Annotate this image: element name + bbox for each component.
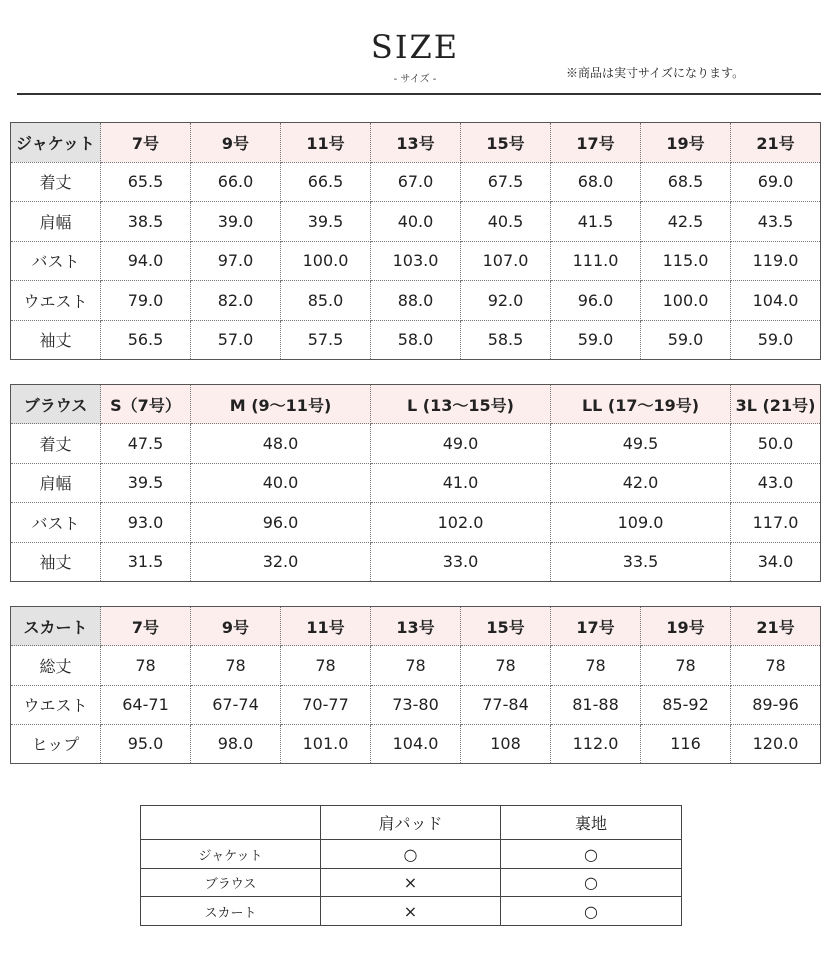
- table-row: [11, 281, 821, 321]
- column-header: L (13～15号): [371, 385, 551, 424]
- table-cell: 40.5: [461, 202, 551, 242]
- row-label: ウエスト: [11, 685, 101, 724]
- row-label: ウエスト: [11, 281, 101, 321]
- table-cell: 85.0: [281, 281, 371, 321]
- table-row: [11, 646, 821, 685]
- table-cell: 96.0: [551, 281, 641, 321]
- table-cell: 100.0: [641, 281, 731, 321]
- column-header: M (9～11号): [191, 385, 371, 424]
- table-cell: 94.0: [101, 241, 191, 281]
- table-cell: ○: [501, 840, 682, 869]
- table-cell: 95.0: [101, 724, 191, 763]
- page-subtitle: - サイズ -: [393, 74, 437, 85]
- row-label: 着丈: [11, 162, 101, 202]
- column-header: 3L (21号): [731, 385, 821, 424]
- table-cell: 40.0: [371, 202, 461, 242]
- table-cell: 59.0: [551, 320, 641, 360]
- table-row: [11, 241, 821, 281]
- table-cell: 73-80: [371, 685, 461, 724]
- table-cell: 81-88: [551, 685, 641, 724]
- table-cell: 70-77: [281, 685, 371, 724]
- table-cell: 42.5: [641, 202, 731, 242]
- table-row: [11, 503, 821, 542]
- column-header: 17号: [551, 607, 641, 646]
- table-cell: 42.0: [551, 463, 731, 502]
- page-title: SIZE: [370, 28, 460, 66]
- jacket-size-table: [10, 122, 821, 360]
- table-cell: 111.0: [551, 241, 641, 281]
- table-row: [141, 840, 682, 869]
- column-header: 19号: [641, 123, 731, 163]
- table-cell: 92.0: [461, 281, 551, 321]
- table-row: [11, 162, 821, 202]
- row-label: 肩幅: [11, 202, 101, 242]
- row-label: ブラウス: [141, 868, 321, 897]
- table-cell: 96.0: [191, 503, 371, 542]
- table-cell: 78: [461, 646, 551, 685]
- column-header: 19号: [641, 607, 731, 646]
- table-cell: 67.5: [461, 162, 551, 202]
- blouse-size-table: [10, 384, 821, 582]
- table-cell: 49.5: [551, 424, 731, 463]
- blouse-table-corner: ブラウス: [11, 385, 101, 424]
- table-cell: 97.0: [191, 241, 281, 281]
- table-cell: 58.0: [371, 320, 461, 360]
- table-cell: ○: [501, 897, 682, 926]
- table-cell: 104.0: [731, 281, 821, 321]
- table-row: [141, 868, 682, 897]
- row-label: バスト: [11, 503, 101, 542]
- table-cell: 78: [281, 646, 371, 685]
- table-header-row: [11, 123, 821, 163]
- table-cell: 65.5: [101, 162, 191, 202]
- size-note: ※商品は実寸サイズになります。: [566, 66, 745, 80]
- table-row: [11, 463, 821, 502]
- column-header: 21号: [731, 123, 821, 163]
- column-header: LL (17～19号): [551, 385, 731, 424]
- column-header: 17号: [551, 123, 641, 163]
- table-header-row: [11, 385, 821, 424]
- table-cell: 69.0: [731, 162, 821, 202]
- table-cell: 67.0: [371, 162, 461, 202]
- table-cell: 102.0: [371, 503, 551, 542]
- row-label: スカート: [141, 897, 321, 926]
- table-cell: 58.5: [461, 320, 551, 360]
- column-header: 肩パッド: [321, 806, 501, 840]
- table-cell: ×: [321, 868, 501, 897]
- table-cell: 101.0: [281, 724, 371, 763]
- table-cell: 78: [101, 646, 191, 685]
- table-cell: 49.0: [371, 424, 551, 463]
- table-cell: 109.0: [551, 503, 731, 542]
- table-cell: 79.0: [101, 281, 191, 321]
- table-cell: 33.0: [371, 542, 551, 581]
- column-header: 9号: [191, 607, 281, 646]
- table-cell: 39.5: [101, 463, 191, 502]
- table-header-row: [141, 806, 682, 840]
- table-cell: 57.5: [281, 320, 371, 360]
- table-cell: 41.5: [551, 202, 641, 242]
- column-header: 11号: [281, 123, 371, 163]
- table-cell: 33.5: [551, 542, 731, 581]
- table-cell: 68.0: [551, 162, 641, 202]
- table-row: [11, 320, 821, 360]
- table-cell: 50.0: [731, 424, 821, 463]
- table-cell: 47.5: [101, 424, 191, 463]
- table-cell: 78: [371, 646, 461, 685]
- table-cell: 43.0: [731, 463, 821, 502]
- table-cell: 78: [731, 646, 821, 685]
- title-divider: [17, 93, 821, 95]
- column-header: S（7号）: [101, 385, 191, 424]
- table-cell: 59.0: [641, 320, 731, 360]
- table-cell: 67-74: [191, 685, 281, 724]
- row-label: ジャケット: [141, 840, 321, 869]
- column-header: 13号: [371, 607, 461, 646]
- table-cell: ○: [321, 840, 501, 869]
- table-cell: 82.0: [191, 281, 281, 321]
- table-cell: 66.0: [191, 162, 281, 202]
- row-label: バスト: [11, 241, 101, 281]
- table-cell: 85-92: [641, 685, 731, 724]
- feature-summary-table: [140, 805, 682, 926]
- row-label: ヒップ: [11, 724, 101, 763]
- table-cell: 117.0: [731, 503, 821, 542]
- table-row: [11, 724, 821, 763]
- table-row: [11, 685, 821, 724]
- table-row: [141, 897, 682, 926]
- table-cell: 40.0: [191, 463, 371, 502]
- table-cell: ○: [501, 868, 682, 897]
- table-cell: 78: [191, 646, 281, 685]
- table-cell: 107.0: [461, 241, 551, 281]
- table-row: [11, 202, 821, 242]
- table-cell: 78: [551, 646, 641, 685]
- table-cell: 88.0: [371, 281, 461, 321]
- table-cell: 115.0: [641, 241, 731, 281]
- table-cell: 39.0: [191, 202, 281, 242]
- table-cell: 48.0: [191, 424, 371, 463]
- table-cell: 43.5: [731, 202, 821, 242]
- table-cell: 56.5: [101, 320, 191, 360]
- table-cell: 31.5: [101, 542, 191, 581]
- table-cell: 78: [641, 646, 731, 685]
- table-cell: 98.0: [191, 724, 281, 763]
- table-header-row: [11, 607, 821, 646]
- column-header: 15号: [461, 607, 551, 646]
- table-cell: 116: [641, 724, 731, 763]
- column-header: 21号: [731, 607, 821, 646]
- table-cell: 38.5: [101, 202, 191, 242]
- table-cell: 93.0: [101, 503, 191, 542]
- table-cell: 59.0: [731, 320, 821, 360]
- table-cell: 89-96: [731, 685, 821, 724]
- table-cell: 77-84: [461, 685, 551, 724]
- table-cell: 64-71: [101, 685, 191, 724]
- table-cell: 41.0: [371, 463, 551, 502]
- skirt-size-table: [10, 606, 821, 764]
- column-header: 7号: [101, 123, 191, 163]
- table-cell: 57.0: [191, 320, 281, 360]
- column-header: 11号: [281, 607, 371, 646]
- table-cell: 103.0: [371, 241, 461, 281]
- table-cell: 32.0: [191, 542, 371, 581]
- row-label: 袖丈: [11, 542, 101, 581]
- table-cell: 66.5: [281, 162, 371, 202]
- table-cell: 34.0: [731, 542, 821, 581]
- table-cell: 108: [461, 724, 551, 763]
- table-row: [11, 424, 821, 463]
- table-cell: 112.0: [551, 724, 641, 763]
- table-cell: 68.5: [641, 162, 731, 202]
- skirt-table-corner: スカート: [11, 607, 101, 646]
- table-cell: 104.0: [371, 724, 461, 763]
- table-row: [11, 542, 821, 581]
- column-header: 13号: [371, 123, 461, 163]
- table-cell: 39.5: [281, 202, 371, 242]
- summary-corner: [141, 806, 321, 840]
- table-cell: 100.0: [281, 241, 371, 281]
- table-cell: ×: [321, 897, 501, 926]
- column-header: 15号: [461, 123, 551, 163]
- row-label: 着丈: [11, 424, 101, 463]
- table-cell: 119.0: [731, 241, 821, 281]
- row-label: 袖丈: [11, 320, 101, 360]
- column-header: 7号: [101, 607, 191, 646]
- column-header: 裏地: [501, 806, 682, 840]
- row-label: 肩幅: [11, 463, 101, 502]
- row-label: 総丈: [11, 646, 101, 685]
- column-header: 9号: [191, 123, 281, 163]
- table-cell: 120.0: [731, 724, 821, 763]
- jacket-table-corner: ジャケット: [11, 123, 101, 163]
